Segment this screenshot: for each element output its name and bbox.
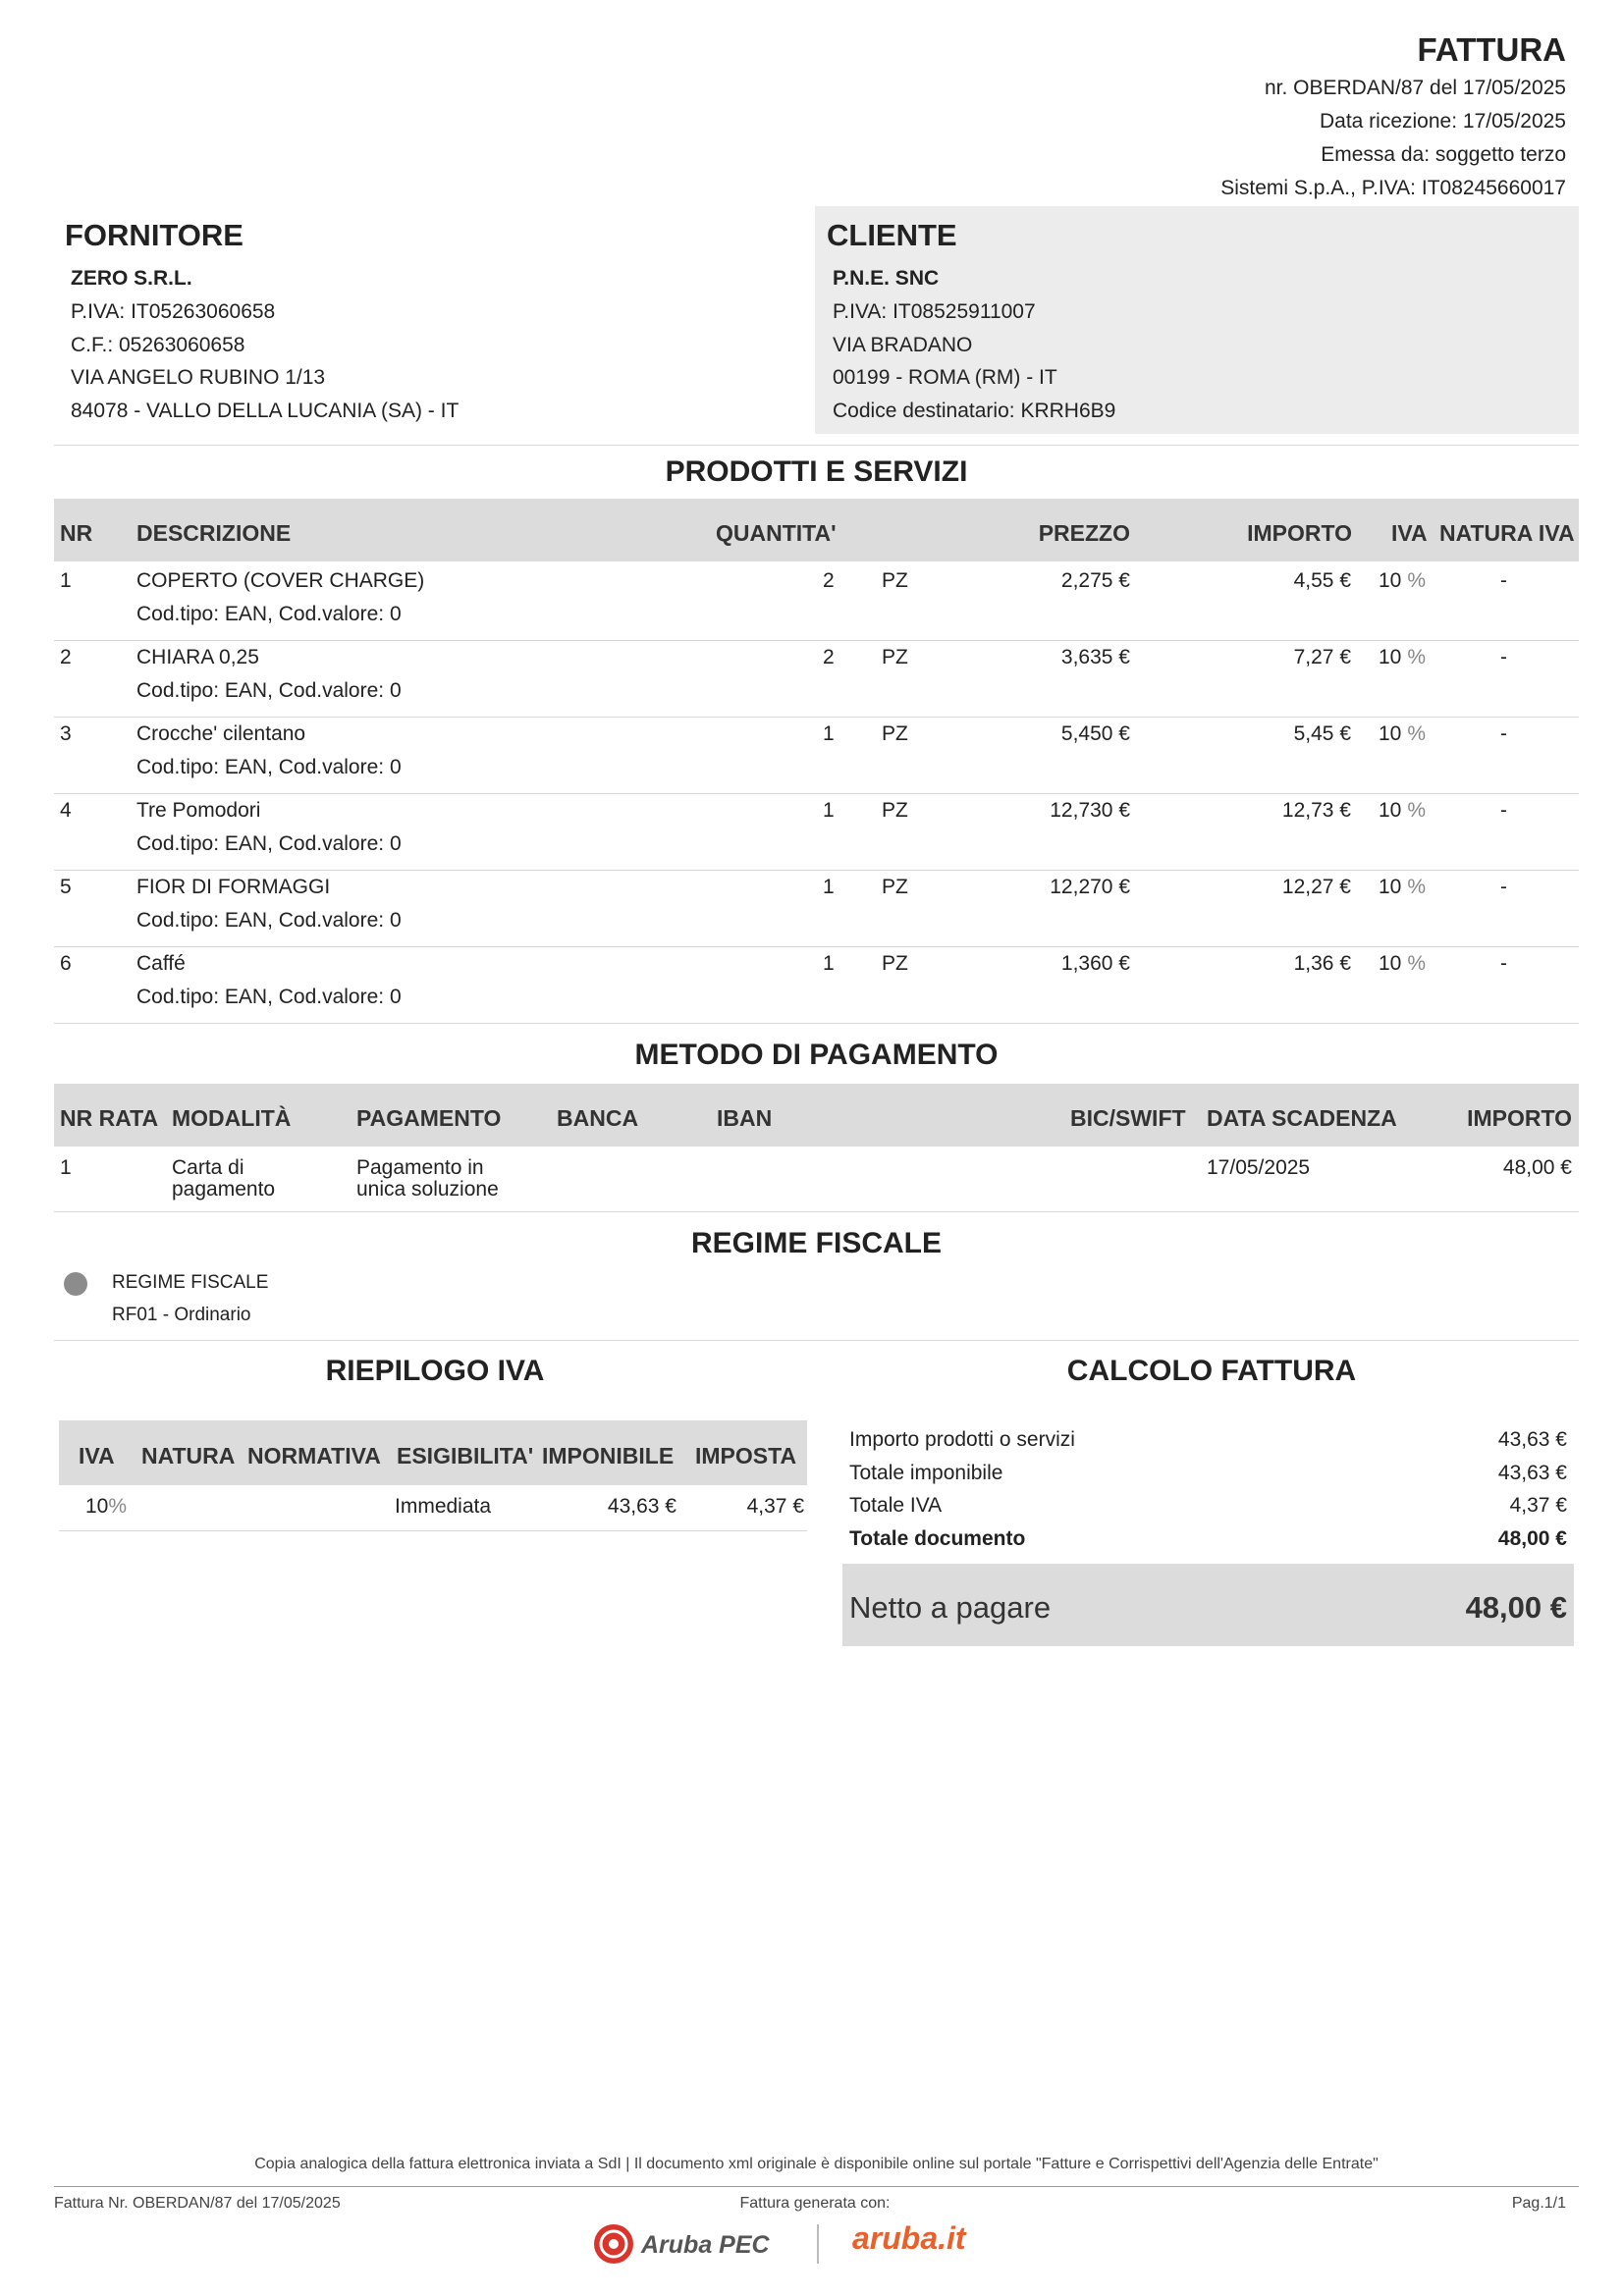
calc-line-value: 43,63 €: [1497, 1461, 1567, 1484]
divider: [54, 1340, 1579, 1341]
products-heading: PRODOTTI E SERVIZI: [665, 455, 968, 488]
product-price: 3,635 €: [1060, 646, 1130, 668]
payment-mode-line2: pagamento: [172, 1178, 276, 1201]
calc-line-label: Totale documento: [849, 1526, 1026, 1550]
aruba-it-logo: aruba.it: [852, 2220, 966, 2256]
footer-invoice-ref: Fattura Nr. OBERDAN/87 del 17/05/2025: [54, 2195, 341, 2212]
footer-generated: Fattura generata con:: [739, 2195, 891, 2212]
aruba-pec-seal-icon: [592, 2222, 635, 2266]
product-code: Cod.tipo: EAN, Cod.valore: 0: [136, 909, 402, 932]
product-vat: [1379, 799, 1426, 823]
product-description: CHIARA 0,25: [136, 646, 259, 668]
issuer-info: Sistemi S.p.A., P.IVA: IT08245660017: [1220, 177, 1566, 199]
logo-separator: [817, 2224, 819, 2264]
product-nr: 5: [60, 876, 72, 898]
product-vat-nature: -: [1500, 722, 1507, 745]
vat-col-norm: NORMATIVA: [247, 1443, 381, 1468]
divider: [54, 1211, 1579, 1212]
product-vat-nature: -: [1500, 646, 1507, 668]
product-description: COPERTO (COVER CHARGE): [136, 569, 425, 592]
col-price: PREZZO: [1038, 520, 1130, 546]
row-divider: [54, 717, 1579, 718]
product-unit: PZ: [882, 569, 908, 592]
product-description: Crocche' cilentano: [136, 722, 306, 745]
product-vat-percent: %: [1407, 799, 1427, 822]
regime-value: RF01 - Ordinario: [112, 1305, 251, 1325]
product-quantity: 1: [823, 952, 835, 975]
divider: [59, 1530, 807, 1531]
product-vat-percent: %: [1407, 569, 1427, 592]
product-price: 12,730 €: [1050, 799, 1130, 822]
col-amount: IMPORTO: [1247, 520, 1352, 546]
vat-row-percent: %: [108, 1495, 128, 1518]
vat-col-tax: IMPOSTA: [695, 1443, 797, 1468]
reception-date: Data ricezione: 17/05/2025: [1319, 110, 1566, 133]
col-mode: MODALITÀ: [172, 1105, 292, 1131]
payment-mode-line1: Carta di: [172, 1156, 244, 1179]
product-code: Cod.tipo: EAN, Cod.valore: 0: [136, 832, 402, 855]
vat-summary-heading: RIEPILOGO IVA: [325, 1355, 545, 1387]
calc-line-value: 43,63 €: [1497, 1428, 1567, 1451]
product-vat: [1379, 952, 1426, 976]
product-amount: 5,45 €: [1293, 722, 1351, 745]
client-heading: CLIENTE: [827, 218, 957, 252]
col-payment: PAGAMENTO: [356, 1105, 502, 1131]
product-amount: 12,73 €: [1281, 799, 1351, 822]
footer-page: Pag.1/1: [1511, 2195, 1566, 2212]
product-vat-value: 10: [1379, 722, 1402, 745]
col-nr: NR: [60, 520, 93, 546]
client-address: VIA BRADANO: [833, 334, 973, 356]
product-nr: 1: [60, 569, 72, 592]
product-unit: PZ: [882, 952, 908, 975]
product-vat: [1379, 646, 1426, 669]
aruba-pec-logo-text: Aruba PEC: [641, 2231, 770, 2259]
row-divider: [54, 946, 1579, 947]
product-vat-percent: %: [1407, 646, 1427, 668]
product-description: Caffé: [136, 952, 186, 975]
payment-rate: 1: [60, 1156, 72, 1179]
divider: [54, 445, 1579, 446]
client-recipient-code: Codice destinatario: KRRH6B9: [833, 400, 1116, 422]
col-iban: IBAN: [717, 1105, 773, 1131]
product-nr: 3: [60, 722, 72, 745]
product-description: Tre Pomodori: [136, 799, 261, 822]
supplier-name: ZERO S.R.L.: [71, 267, 192, 290]
calc-line-label: Importo prodotti o servizi: [849, 1428, 1075, 1451]
product-code: Cod.tipo: EAN, Cod.valore: 0: [136, 986, 402, 1008]
row-divider: [54, 793, 1579, 794]
product-vat: [1379, 876, 1426, 899]
product-vat-percent: %: [1407, 876, 1427, 898]
product-vat-nature: -: [1500, 952, 1507, 975]
calc-line-value: 48,00 €: [1497, 1526, 1567, 1550]
col-bank: BANCA: [557, 1105, 639, 1131]
product-amount: 1,36 €: [1293, 952, 1351, 975]
net-to-pay-label: Netto a pagare: [849, 1590, 1052, 1625]
vat-col-esig: ESIGIBILITA': [397, 1443, 534, 1468]
product-vat-percent: %: [1407, 952, 1427, 975]
product-vat-value: 10: [1379, 952, 1402, 975]
col-quantity: QUANTITA': [716, 520, 837, 546]
supplier-city: 84078 - VALLO DELLA LUCANIA (SA) - IT: [71, 400, 460, 422]
product-vat-nature: -: [1500, 799, 1507, 822]
vat-col-rate: IVA: [79, 1443, 115, 1468]
product-vat-nature: -: [1500, 569, 1507, 592]
product-vat-value: 10: [1379, 799, 1402, 822]
net-to-pay-value: 48,00 €: [1465, 1590, 1567, 1625]
vat-row-tax: 4,37 €: [746, 1495, 804, 1518]
col-payment-amount: IMPORTO: [1467, 1105, 1572, 1131]
payment-heading: METODO DI PAGAMENTO: [634, 1039, 999, 1071]
calc-line-label: Totale IVA: [849, 1494, 943, 1517]
row-divider: [54, 640, 1579, 641]
product-vat-value: 10: [1379, 876, 1402, 898]
payment-due-date: 17/05/2025: [1207, 1156, 1311, 1179]
calc-line-value: 4,37 €: [1509, 1494, 1567, 1517]
product-quantity: 1: [823, 722, 835, 745]
footer-disclaimer: Copia analogica della fattura elettronica inviata a SdI | Il documento xml originale è disponibile online sul portale "Fatture e Corrispettivi dell'Agenzia delle Entrate": [254, 2156, 1379, 2172]
col-vat-nature: NATURA IVA: [1439, 520, 1575, 546]
product-unit: PZ: [882, 799, 908, 822]
supplier-vat: P.IVA: IT05263060658: [71, 300, 276, 323]
product-code: Cod.tipo: EAN, Cod.valore: 0: [136, 603, 402, 625]
product-price: 2,275 €: [1060, 569, 1130, 592]
invoice-title: FATTURA: [1417, 31, 1566, 68]
calc-heading: CALCOLO FATTURA: [1066, 1355, 1357, 1387]
regime-bullet-icon: [64, 1272, 87, 1296]
col-description: DESCRIZIONE: [136, 520, 292, 546]
product-nr: 4: [60, 799, 72, 822]
product-unit: PZ: [882, 722, 908, 745]
col-due-date: DATA SCADENZA: [1207, 1105, 1397, 1131]
product-vat-nature: -: [1500, 876, 1507, 898]
regime-label: REGIME FISCALE: [112, 1272, 269, 1293]
product-quantity: 2: [823, 569, 835, 592]
product-amount: 4,55 €: [1293, 569, 1351, 592]
invoice-number: nr. OBERDAN/87 del 17/05/2025: [1264, 77, 1566, 99]
product-vat-value: 10: [1379, 646, 1402, 668]
product-price: 1,360 €: [1060, 952, 1130, 975]
payment-type-line2: unica soluzione: [356, 1178, 499, 1201]
product-vat: [1379, 569, 1426, 593]
product-vat-percent: %: [1407, 722, 1427, 745]
payment-amount: 48,00 €: [1502, 1156, 1572, 1179]
product-code: Cod.tipo: EAN, Cod.valore: 0: [136, 679, 402, 702]
footer-divider: [54, 2186, 1579, 2187]
supplier-heading: FORNITORE: [65, 218, 243, 252]
regime-heading: REGIME FISCALE: [690, 1227, 942, 1259]
vat-row-rate-value: 10: [85, 1495, 109, 1518]
vat-row-taxable: 43,63 €: [607, 1495, 676, 1518]
product-nr: 6: [60, 952, 72, 975]
client-vat: P.IVA: IT08525911007: [833, 300, 1036, 323]
vat-row-esig: Immediata: [395, 1495, 492, 1518]
product-quantity: 1: [823, 876, 835, 898]
aruba-pec-logo: [592, 2222, 790, 2266]
product-quantity: 1: [823, 799, 835, 822]
product-price: 5,450 €: [1060, 722, 1130, 745]
product-quantity: 2: [823, 646, 835, 668]
product-unit: PZ: [882, 876, 908, 898]
vat-row-rate: [85, 1495, 127, 1519]
payment-type-line1: Pagamento in: [356, 1156, 484, 1179]
product-vat: [1379, 722, 1426, 746]
vat-col-nature: NATURA: [141, 1443, 236, 1468]
client-name: P.N.E. SNC: [833, 267, 940, 290]
product-code: Cod.tipo: EAN, Cod.valore: 0: [136, 756, 402, 778]
product-description: FIOR DI FORMAGGI: [136, 876, 331, 898]
vat-col-taxable: IMPONIBILE: [542, 1443, 675, 1468]
supplier-cf: C.F.: 05263060658: [71, 334, 245, 356]
row-divider: [54, 1023, 1579, 1024]
product-price: 12,270 €: [1050, 876, 1130, 898]
col-vat: IVA: [1391, 520, 1428, 546]
product-nr: 2: [60, 646, 72, 668]
col-rate: NR RATA: [60, 1105, 159, 1131]
product-vat-value: 10: [1379, 569, 1402, 592]
client-city: 00199 - ROMA (RM) - IT: [833, 366, 1057, 389]
row-divider: [54, 870, 1579, 871]
product-unit: PZ: [882, 646, 908, 668]
col-bic: BIC/SWIFT: [1070, 1105, 1186, 1131]
calc-line-label: Totale imponibile: [849, 1461, 1003, 1484]
product-amount: 12,27 €: [1281, 876, 1351, 898]
product-amount: 7,27 €: [1293, 646, 1351, 668]
supplier-address: VIA ANGELO RUBINO 1/13: [71, 366, 326, 389]
issued-by: Emessa da: soggetto terzo: [1321, 143, 1566, 166]
